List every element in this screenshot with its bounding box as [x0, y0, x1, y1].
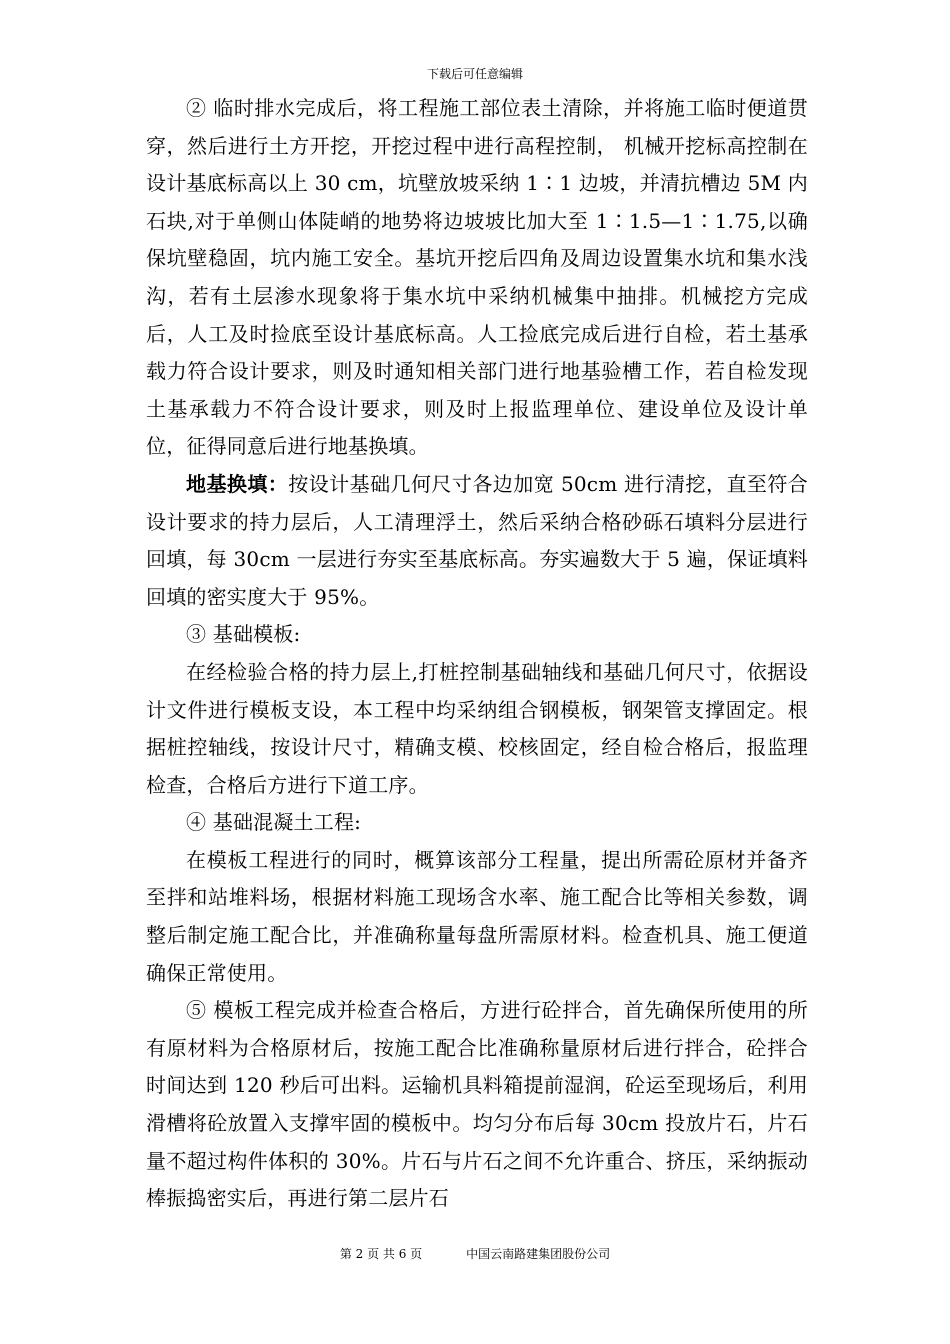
paragraph-text: 在经检验合格的持力层上,打桩控制基础轴线和基础几何尺寸，依据设计文件进行模板支设，本工程中均采纳组合钢模板，钢架管支撑固定。根据桩控轴线，按设计尺寸，精确支模、校核固定，经自检合格后，报监理检查，合格后方进行下道工序。 [146, 659, 808, 797]
section-heading-foundation-formwork [146, 616, 808, 654]
paragraph-text: 在模板工程进行的同时，概算该部分工程量，提出所需砼原材并备齐至拌和站堆料场，根据材料施工现场含水率、施工配合比等相关参数，调整后制定施工配合比，并准确称量每盘所需原材料。检查机具、施工便道确保正常使用。 [146, 847, 808, 985]
paragraph-text: ④ 基础混凝土工程: [186, 810, 362, 835]
paragraph-formwork [146, 654, 808, 804]
page-footer [0, 1246, 950, 1262]
header-note: 下载后可任意编辑 [426, 67, 523, 81]
paragraph-drainage-excavation [146, 90, 808, 466]
paragraph-concrete-pouring [146, 992, 808, 1218]
paragraph-text: 按设计基础几何尺寸各边加宽 50cm 进行清挖，直至符合设计要求的持力层后，人工清理浮土，然后采纳合格砂砾石填料分层进行回填，每 30cm 一层进行夯实至基底标高。夯实遍数大于 5 遍，保证填料回填的密实度大于 95%。 [146, 471, 808, 609]
paragraph-text: ③ 基础模板: [186, 622, 301, 647]
section-heading-foundation-concrete [146, 804, 808, 842]
paragraph-text: ② 临时排水完成后，将工程施工部位表土清除，并将施工临时便道贯穿，然后进行土方开挖，开挖过程中进行高程控制， 机械开挖标高控制在设计基底标高以上 30 cm，坑壁放坡采纳 1∶1 边坡，并清抗槽边 5M 内石块,对于单侧山体陡峭的地势将边坡坡比加大至 1∶1.5—1∶1.75,以确保坑壁稳固，坑内施工安全。基坑开挖后四角及周边设置集水坑和集水浅沟，若有土层渗水现象将于集水坑中采纳机械集中抽排。机械挖方完成后，人工及时捡底至设计基底标高。人工捡底完成后进行自检，若土基承载力符合设计要求，则及时通知相关部门进行地基验槽工作，若自检发现土基承载力不符合设计要求，则及时上报监理单位、建设单位及设计单位，征得同意后进行地基换填。 [146, 96, 808, 459]
page-number: 第 2 页 共 6 页 [339, 1247, 423, 1261]
paragraph-concrete-prep [146, 842, 808, 992]
paragraph-foundation-replacement [146, 466, 808, 616]
paragraph-lead: 地基换填： [186, 471, 289, 496]
paragraph-text: ⑤ 模板工程完成并检查合格后，方进行砼拌合，首先确保所使用的所有原材料为合格原材后，按施工配合比准确称量原材后进行拌合，砼拌合时间达到 120 秒后可出料。运输机具料箱提前湿润，砼运至现场后，利用滑槽将砼放置入支撑牢固的模板中。均匀分布后每 30cm 投放片石，片石量不超过构件体积的 30%。片石与片石之间不允许重合、挤压，采纳振动棒振捣密实后，再进行第二层片石 [146, 998, 808, 1211]
document-body [146, 90, 808, 1218]
company-name: 中国云南路建集团股份公司 [466, 1247, 611, 1261]
